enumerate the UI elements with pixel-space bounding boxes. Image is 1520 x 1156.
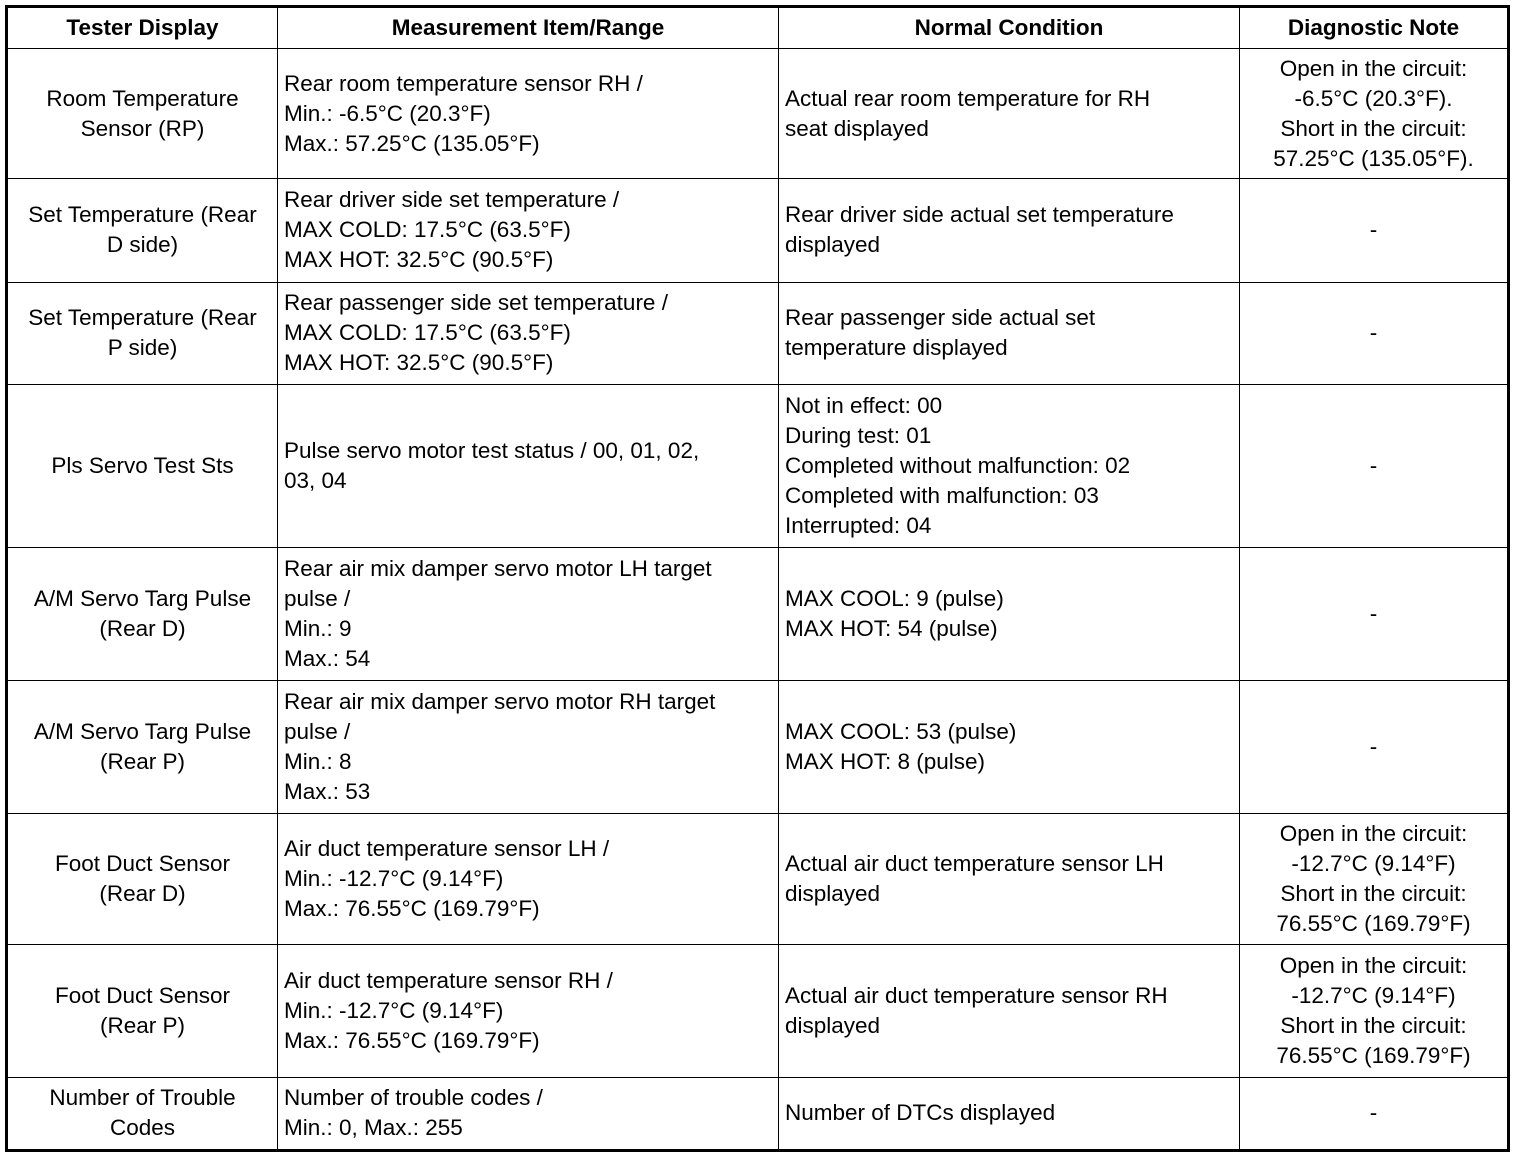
measurement-range-line: Min.: 8	[284, 748, 352, 774]
normal-condition-cell	[779, 384, 1240, 547]
measurement-range-cell	[278, 179, 779, 282]
tester-display-cell	[7, 282, 278, 384]
diagnostic-note-line: 76.55°C (169.79°F)	[1276, 911, 1471, 937]
normal-condition-cell	[779, 548, 1240, 680]
normal-condition-line: temperature displayed	[785, 335, 1008, 361]
header-row	[7, 7, 1509, 49]
table-row	[7, 548, 1509, 680]
table-row	[7, 680, 1509, 813]
tester-display-cell	[7, 945, 278, 1077]
normal-condition-line: MAX COOL: 9 (pulse)	[785, 585, 1004, 611]
tester-display-line: D side)	[106, 232, 179, 258]
measurement-range-line: MAX COLD: 17.5°C (63.5°F)	[284, 217, 571, 243]
normal-condition-line: During test: 01	[785, 423, 932, 449]
measurement-range-line: Max.: 54	[284, 645, 371, 671]
normal-condition-cell	[779, 49, 1240, 179]
measurement-range-line: Rear driver side set temperature /	[284, 187, 620, 213]
diagnostic-note-line: Open in the circuit:	[1279, 953, 1468, 979]
tester-display-line: Foot Duct Sensor	[54, 851, 231, 877]
table-row	[7, 282, 1509, 384]
diagnostic-note-line: -	[1369, 217, 1378, 243]
normal-condition-line: MAX HOT: 54 (pulse)	[785, 615, 998, 641]
measurement-range-line: Rear air mix damper servo motor LH target	[284, 555, 712, 581]
tester-display-cell	[7, 680, 278, 813]
normal-condition-line: Actual rear room temperature for RH	[785, 85, 1151, 111]
diagnostic-note-cell	[1240, 1077, 1509, 1150]
diagnostic-note-line: Short in the circuit:	[1280, 1013, 1467, 1039]
measurement-range-line: Rear air mix damper servo motor RH target	[284, 688, 716, 714]
tester-display-line: Set Temperature (Rear	[28, 305, 257, 331]
tester-display-line: (Rear P)	[99, 748, 185, 774]
normal-condition-line: Rear passenger side actual set	[785, 305, 1096, 331]
normal-condition-line: Actual air duct temperature sensor RH	[785, 983, 1168, 1009]
tester-display-line: Foot Duct Sensor	[54, 983, 231, 1009]
measurement-range-line: MAX HOT: 32.5°C (90.5°F)	[284, 247, 554, 273]
normal-condition-line: Completed without malfunction: 02	[785, 453, 1131, 479]
diagnostic-note-cell	[1240, 282, 1509, 384]
normal-condition-line: Not in effect: 00	[785, 393, 943, 419]
normal-condition-line: MAX COOL: 53 (pulse)	[785, 718, 1017, 744]
measurement-range-cell	[278, 814, 779, 945]
diagnostic-note-cell	[1240, 49, 1509, 179]
measurement-range-cell	[278, 384, 779, 547]
diagnostic-note-line: 57.25°C (135.05°F).	[1273, 145, 1474, 171]
table-row	[7, 179, 1509, 282]
table-row	[7, 49, 1509, 179]
measurement-range-line: Pulse servo motor test status / 00, 01, 02,	[284, 438, 700, 464]
measurement-range-cell	[278, 49, 779, 179]
header-tester-display: Tester Display	[7, 7, 278, 49]
measurement-range-cell	[278, 1077, 779, 1150]
diagnostic-note-cell	[1240, 384, 1509, 547]
diagnostic-note-line: -	[1369, 733, 1378, 759]
measurement-range-line: Min.: 9	[284, 615, 352, 641]
tester-display-cell	[7, 49, 278, 179]
measurement-range-line: pulse /	[284, 718, 351, 744]
header-normal-condition: Normal Condition	[779, 7, 1240, 49]
measurement-range-line: Rear room temperature sensor RH /	[284, 70, 643, 96]
diagnostic-note-line: -	[1369, 320, 1378, 346]
diagnostic-note-line: Short in the circuit:	[1280, 115, 1467, 141]
header-diagnostic-note: Diagnostic Note	[1240, 7, 1509, 49]
normal-condition-line: displayed	[785, 881, 881, 907]
measurement-range-cell	[278, 945, 779, 1077]
normal-condition-line: Actual air duct temperature sensor LH	[785, 851, 1164, 877]
normal-condition-cell	[779, 179, 1240, 282]
measurement-range-line: Max.: 76.55°C (169.79°F)	[284, 1028, 540, 1054]
diagnostic-note-cell	[1240, 548, 1509, 680]
diagnostic-note-cell	[1240, 814, 1509, 945]
tester-display-line: (Rear D)	[99, 615, 186, 641]
normal-condition-line: displayed	[785, 1013, 881, 1039]
tester-display-line: Pls Servo Test Sts	[51, 453, 234, 479]
normal-condition-cell	[779, 282, 1240, 384]
measurement-range-line: MAX HOT: 32.5°C (90.5°F)	[284, 350, 554, 376]
diagnostic-note-line: Short in the circuit:	[1280, 881, 1467, 907]
tester-display-cell	[7, 814, 278, 945]
tester-display-line: Number of Trouble	[49, 1085, 236, 1111]
table-body	[7, 49, 1509, 1151]
diagnostic-note-line: -6.5°C (20.3°F).	[1294, 85, 1453, 111]
table-row	[7, 814, 1509, 945]
diagnostic-note-line: -	[1369, 1100, 1378, 1126]
tester-display-line: Set Temperature (Rear	[28, 202, 257, 228]
diagnostic-note-line: -12.7°C (9.14°F)	[1291, 851, 1456, 877]
header-measurement-item: Measurement Item/Range	[278, 7, 779, 49]
tester-display-line: A/M Servo Targ Pulse	[33, 718, 252, 744]
tester-display-cell	[7, 384, 278, 547]
tester-display-line: Codes	[109, 1115, 176, 1141]
normal-condition-line: Interrupted: 04	[785, 513, 932, 539]
normal-condition-line: Completed with malfunction: 03	[785, 483, 1099, 509]
measurement-range-line: Max.: 76.55°C (169.79°F)	[284, 896, 540, 922]
diagnostic-note-line: -	[1369, 453, 1378, 479]
measurement-range-line: Max.: 57.25°C (135.05°F)	[284, 130, 540, 156]
tester-display-cell	[7, 1077, 278, 1150]
normal-condition-line: seat displayed	[785, 115, 929, 141]
diagnostic-note-line: Open in the circuit:	[1279, 55, 1468, 81]
measurement-range-line: 03, 04	[284, 468, 347, 494]
table-row	[7, 945, 1509, 1077]
tester-display-line: (Rear P)	[99, 1013, 185, 1039]
measurement-range-line: Min.: -12.7°C (9.14°F)	[284, 866, 504, 892]
measurement-range-cell	[278, 282, 779, 384]
diagnostic-note-cell	[1240, 945, 1509, 1077]
normal-condition-line: MAX HOT: 8 (pulse)	[785, 748, 986, 774]
measurement-range-line: MAX COLD: 17.5°C (63.5°F)	[284, 320, 571, 346]
diagnostic-note-line: -	[1369, 600, 1378, 626]
table-row	[7, 384, 1509, 547]
tester-display-line: Room Temperature	[46, 85, 239, 111]
measurement-range-line: Min.: -6.5°C (20.3°F)	[284, 100, 491, 126]
tester-display-line: Sensor (RP)	[80, 115, 205, 141]
diagnostic-note-line: Open in the circuit:	[1279, 821, 1468, 847]
tester-display-line: P side)	[107, 335, 178, 361]
normal-condition-cell	[779, 1077, 1240, 1150]
measurement-range-line: Number of trouble codes /	[284, 1085, 543, 1111]
measurement-range-line: Air duct temperature sensor RH /	[284, 968, 613, 994]
measurement-range-line: Rear passenger side set temperature /	[284, 290, 668, 316]
diagnostic-note-line: -12.7°C (9.14°F)	[1291, 983, 1456, 1009]
table-row	[7, 1077, 1509, 1150]
measurement-range-line: Air duct temperature sensor LH /	[284, 836, 610, 862]
tester-display-cell	[7, 548, 278, 680]
normal-condition-line: displayed	[785, 232, 881, 258]
tester-display-table	[5, 5, 1510, 1152]
diagnostic-note-cell	[1240, 680, 1509, 813]
measurement-range-cell	[278, 680, 779, 813]
measurement-range-line: Min.: 0, Max.: 255	[284, 1115, 463, 1141]
diagnostic-note-cell	[1240, 179, 1509, 282]
tester-display-line: (Rear D)	[99, 881, 186, 907]
measurement-range-line: Max.: 53	[284, 778, 371, 804]
measurement-range-line: pulse /	[284, 585, 351, 611]
measurement-range-line: Min.: -12.7°C (9.14°F)	[284, 998, 504, 1024]
normal-condition-line: Rear driver side actual set temperature	[785, 202, 1174, 228]
diagnostic-note-line: 76.55°C (169.79°F)	[1276, 1043, 1471, 1069]
normal-condition-cell	[779, 680, 1240, 813]
normal-condition-cell	[779, 945, 1240, 1077]
tester-display-cell	[7, 179, 278, 282]
normal-condition-cell	[779, 814, 1240, 945]
tester-display-line: A/M Servo Targ Pulse	[33, 585, 252, 611]
measurement-range-cell	[278, 548, 779, 680]
normal-condition-line: Number of DTCs displayed	[785, 1100, 1056, 1126]
